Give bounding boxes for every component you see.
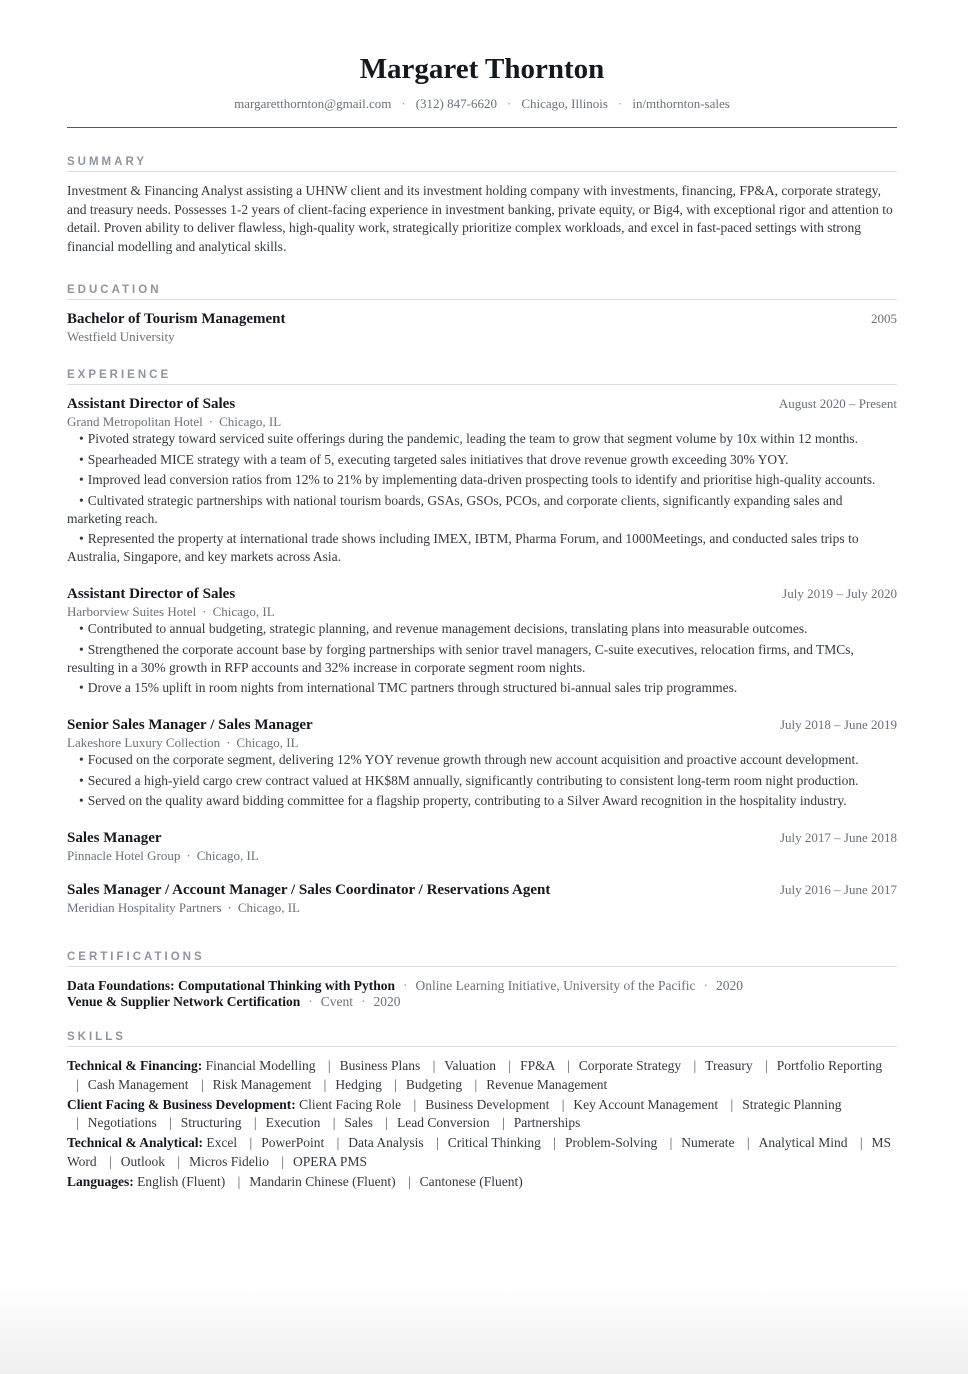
skill-separator: |: [669, 1135, 673, 1150]
bullet-item: [67, 679, 897, 697]
skill-item: Budgeting: [405, 1076, 463, 1092]
job-company-line: [67, 847, 897, 864]
bullet-item: [67, 772, 897, 790]
skill-separator: |: [730, 1096, 734, 1112]
job-title: Senior Sales Manager / Sales Manager: [67, 717, 313, 733]
contact-line: [67, 95, 897, 113]
skill-separator: |: [432, 1058, 436, 1073]
skill-separator: |: [436, 1135, 439, 1150]
certification-issuer: Online Learning Initiative, University of the Pacific: [415, 978, 696, 993]
education-year: 2005: [871, 311, 897, 326]
job-location: Chicago, IL: [196, 848, 259, 863]
job-company-line: [67, 413, 897, 430]
certification-item: [67, 994, 897, 1010]
job-title: Sales Manager / Account Manager / Sales Coordinator / Reservations Agent: [67, 882, 551, 898]
skill-item: Analytical Mind: [758, 1135, 848, 1150]
bullet-text: Focused on the corporate segment, delivering 12% YOY revenue growth through new account acquisition and proactive account development.: [87, 752, 859, 767]
job-bullets: [67, 751, 897, 810]
skill-item: Valuation: [444, 1058, 497, 1073]
company-name: Meridian Hospitality Partners: [67, 900, 222, 915]
bullet-marker: •: [79, 680, 84, 695]
company-separator: ·: [227, 900, 232, 915]
header-divider: [67, 127, 897, 128]
company-separator: ·: [226, 735, 231, 750]
bullet-marker: •: [79, 431, 84, 446]
job-dates: July 2019 – July 2020: [782, 586, 897, 601]
linkedin-text: in/mthornton-sales: [632, 96, 730, 111]
skill-item: Partnerships: [513, 1115, 581, 1130]
skill-item: Problem-Solving: [564, 1135, 658, 1150]
skill-separator: |: [385, 1115, 388, 1130]
skill-item: Outlook: [120, 1153, 166, 1169]
job-dates: August 2020 – Present: [778, 396, 897, 411]
school-name: Westfield University: [67, 329, 175, 344]
certification-name: Venue & Supplier Network Certification: [67, 994, 301, 1009]
job-location: Chicago, IL: [237, 900, 300, 915]
skill-item: Mandarin Chinese (Fluent): [249, 1173, 396, 1189]
job-location: Chicago, IL: [236, 735, 299, 750]
resume-header: [67, 0, 897, 128]
skill-item: Cantonese (Fluent): [419, 1173, 523, 1189]
summary-text: Investment & Financing Analyst assisting a UHNW client and its investment holding company with investments, financing, FP&A, corporate strategy, and treasury needs. Possesses 1-2 years of client-facing experience in investment banking, private equity, or Big4, with exceptional rigor and attention to detail. Proven ability to deliver flawless, high-quality work, strategically prioritize complex workloads, and excel in fast-paced settings with strong financial modelling and analytical skills.: [67, 183, 893, 254]
bullet-text: Spearheaded MICE strategy with a team of 5, executing targeted sales initiatives that drove revenue growth exceeding 30% YOY.: [87, 451, 789, 467]
bullet-item: [67, 430, 897, 448]
bullet-marker: •: [79, 772, 84, 788]
bullet-item: [67, 641, 897, 677]
skill-separator: |: [323, 1076, 327, 1092]
certification-year: 2020: [716, 978, 744, 993]
email-text: margaretthornton@gmail.com: [234, 96, 392, 111]
section-heading-experience: EXPERIENCE: [67, 368, 897, 385]
skill-item: Strategic Planning: [742, 1096, 842, 1112]
page-bottom-shadow: [0, 1284, 968, 1374]
company-name: Lakeshore Luxury Collection: [67, 735, 221, 750]
skill-item: Execution: [265, 1115, 321, 1130]
job-company-line: [67, 734, 897, 751]
skill-item: Micros Fidelio: [189, 1153, 269, 1169]
company-name: Pinnacle Hotel Group: [67, 848, 181, 863]
skill-item: Structuring: [180, 1115, 242, 1130]
job-entry: [67, 585, 897, 697]
skill-item: Negotiations: [87, 1115, 157, 1130]
skill-item: MS Word: [67, 1135, 892, 1169]
skill-item: Lead Conversion: [397, 1115, 490, 1130]
skill-separator: |: [501, 1115, 505, 1130]
job-title: Assistant Director of Sales: [67, 396, 236, 412]
certification-separator: ·: [703, 978, 709, 993]
job-title: Sales Manager: [67, 830, 162, 846]
skill-item: Data Analysis: [348, 1135, 424, 1150]
skill-separator: |: [76, 1115, 79, 1130]
section-heading-skills: SKILLS: [67, 1030, 897, 1047]
skill-separator: |: [859, 1135, 863, 1150]
skill-separator: |: [253, 1115, 257, 1130]
certification-issuer: Cvent: [320, 994, 353, 1009]
skill-item: Numerate: [681, 1135, 735, 1150]
skill-item: Excel: [206, 1135, 238, 1150]
skill-separator: |: [553, 1135, 556, 1150]
skill-separator: |: [327, 1058, 331, 1073]
job-title: Assistant Director of Sales: [67, 586, 236, 602]
job-bullets: [67, 430, 897, 566]
bullet-item: [67, 792, 897, 810]
skill-separator: |: [332, 1115, 336, 1130]
skill-separator: |: [177, 1153, 181, 1169]
skill-item: Financial Modelling: [205, 1058, 316, 1073]
skill-group: [67, 1096, 897, 1133]
bullet-marker: •: [79, 752, 84, 767]
certification-separator: ·: [402, 978, 408, 993]
bullet-item: [67, 471, 897, 489]
education-entry: [67, 310, 897, 345]
skill-item: Corporate Strategy: [578, 1058, 682, 1073]
skill-category: Technical & Financing:: [67, 1058, 203, 1073]
skill-category: Languages:: [67, 1173, 134, 1189]
education-section: [67, 283, 897, 345]
job-company-line: [67, 899, 897, 916]
skill-separator: |: [561, 1096, 565, 1112]
bullet-text: Cultivated strategic partnerships with national tourism boards, GSAs, GSOs, PCOs, and corporate clients, significantly expanding sales and marketing reach.: [67, 492, 843, 526]
skill-item: Portfolio Reporting: [776, 1058, 883, 1073]
skill-item: English (Fluent): [137, 1173, 226, 1189]
skill-item: OPERA PMS: [293, 1153, 367, 1169]
job-location: Chicago, IL: [212, 604, 275, 619]
skill-category: Client Facing & Business Development:: [67, 1096, 296, 1112]
summary-section: [67, 155, 897, 256]
skill-separator: |: [508, 1058, 512, 1073]
contact-separator: ·: [506, 96, 512, 111]
job-location: Chicago, IL: [219, 414, 282, 429]
skill-separator: |: [765, 1058, 768, 1073]
company-separator: ·: [208, 414, 214, 429]
bullet-marker: •: [79, 793, 84, 808]
skill-item: Revenue Management: [486, 1076, 608, 1092]
contact-separator: ·: [617, 96, 623, 111]
skill-item: FP&A: [520, 1058, 555, 1073]
certification-item: [67, 978, 897, 994]
skill-separator: |: [281, 1153, 285, 1169]
certification-year: 2020: [373, 994, 401, 1009]
skill-separator: |: [109, 1153, 112, 1169]
candidate-name: Margaret Thornton: [359, 53, 605, 85]
certification-name: Data Foundations: Computational Thinking with Python: [67, 978, 395, 993]
skill-separator: |: [169, 1115, 172, 1130]
resume-page: [67, 0, 897, 1193]
bullet-marker: •: [79, 492, 84, 508]
bullet-text: Strengthened the corporate account base by forging partnerships with senior travel managers, C-suite executives, relocation firms, and TMCs, resulting in a 30% growth in RFP accounts and 32% increase in corporate segment room nights.: [67, 641, 854, 675]
skill-group: [67, 1134, 897, 1171]
skill-separator: |: [474, 1076, 478, 1092]
job-entry: [67, 716, 897, 810]
bullet-text: Pivoted strategy toward serviced suite offerings during the pandemic, leading the team to grow that segment volume by 10x within 12 months.: [87, 431, 858, 446]
skill-separator: |: [413, 1096, 417, 1112]
bullet-item: [67, 451, 897, 469]
skill-group: [67, 1173, 897, 1192]
section-heading-certifications: CERTIFICATIONS: [67, 950, 897, 967]
certification-separator: ·: [308, 994, 313, 1009]
company-name: Harborview Suites Hotel: [67, 604, 197, 619]
degree-title: Bachelor of Tourism Management: [67, 311, 286, 327]
skill-separator: |: [336, 1135, 340, 1150]
company-separator: ·: [202, 604, 207, 619]
bullet-text: Improved lead conversion ratios from 12% to 21% by implementing data-driven prospecting tools to identify and prioritise high-quality accounts.: [87, 472, 876, 487]
skill-separator: |: [237, 1173, 241, 1189]
skill-item: Critical Thinking: [447, 1135, 541, 1150]
bullet-text: Contributed to annual budgeting, strategic planning, and revenue management decisions, translating plans into measurable outcomes.: [87, 621, 808, 636]
section-heading-summary: SUMMARY: [67, 155, 897, 172]
certification-separator: ·: [361, 994, 366, 1009]
bullet-text: Secured a high-yield cargo crew contract valued at HK$8M annually, significantly contributing to consistent long-term room night production.: [87, 772, 859, 788]
skill-separator: |: [200, 1076, 204, 1092]
job-dates: July 2018 – June 2019: [780, 717, 897, 732]
skill-group: [67, 1057, 897, 1094]
skill-item: Treasury: [705, 1058, 753, 1073]
skill-separator: |: [567, 1058, 570, 1073]
bullet-text: Represented the property at international trade shows including IMEX, IBTM, Pharma Forum, and 1000Meetings, and conducted sales trips to Australia, Singapore, and key markets across Asia.: [67, 531, 859, 564]
skills-list: [67, 1057, 897, 1191]
bullet-marker: •: [79, 472, 84, 487]
job-dates: July 2017 – June 2018: [780, 830, 897, 845]
job-dates: July 2016 – June 2017: [780, 882, 897, 897]
certifications-section: [67, 950, 897, 1010]
bullet-item: [67, 530, 897, 566]
skill-separator: |: [746, 1135, 750, 1150]
skill-item: Key Account Management: [573, 1096, 719, 1112]
skill-item: Business Plans: [339, 1058, 421, 1073]
bullet-marker: •: [79, 641, 84, 657]
company-separator: ·: [186, 848, 191, 863]
skill-category: Technical & Analytical:: [67, 1135, 204, 1150]
skill-separator: |: [693, 1058, 697, 1073]
bullet-marker: •: [79, 531, 84, 546]
skill-item: Business Development: [425, 1096, 550, 1112]
job-company-line: [67, 603, 897, 620]
skill-item: Cash Management: [87, 1076, 189, 1092]
skills-section: [67, 1030, 897, 1191]
job-entry: [67, 829, 897, 864]
bullet-text: Served on the quality award bidding committee for a flagship property, contributing to a Silver Award recognition in the hospitality industry.: [87, 793, 847, 808]
skill-separator: |: [249, 1135, 253, 1150]
section-heading-education: EDUCATION: [67, 283, 897, 300]
skill-item: Risk Management: [212, 1076, 312, 1092]
phone-text: (312) 847-6620: [415, 96, 497, 111]
bullet-item: [67, 620, 897, 638]
skill-item: Client Facing Role: [299, 1096, 402, 1112]
experience-section: [67, 368, 897, 916]
company-name: Grand Metropolitan Hotel: [67, 414, 203, 429]
job-entry: [67, 881, 897, 916]
bullet-marker: •: [79, 621, 84, 636]
certification-list: [67, 978, 897, 1010]
job-entry: [67, 395, 897, 566]
skill-separator: |: [76, 1076, 79, 1092]
contact-separator: ·: [401, 96, 406, 111]
job-bullets: [67, 620, 897, 697]
skill-separator: |: [394, 1076, 397, 1092]
bullet-marker: •: [79, 451, 84, 467]
skill-item: Sales: [344, 1115, 373, 1130]
skill-separator: |: [407, 1173, 411, 1189]
bullet-item: [67, 751, 897, 769]
skill-item: PowerPoint: [261, 1135, 325, 1150]
bullet-item: [67, 492, 897, 528]
location-text: Chicago, Illinois: [521, 96, 608, 111]
bullet-text: Drove a 15% uplift in room nights from international TMC partners through structured bi-annual sales trip programmes.: [87, 680, 738, 695]
skill-item: Hedging: [335, 1076, 382, 1092]
